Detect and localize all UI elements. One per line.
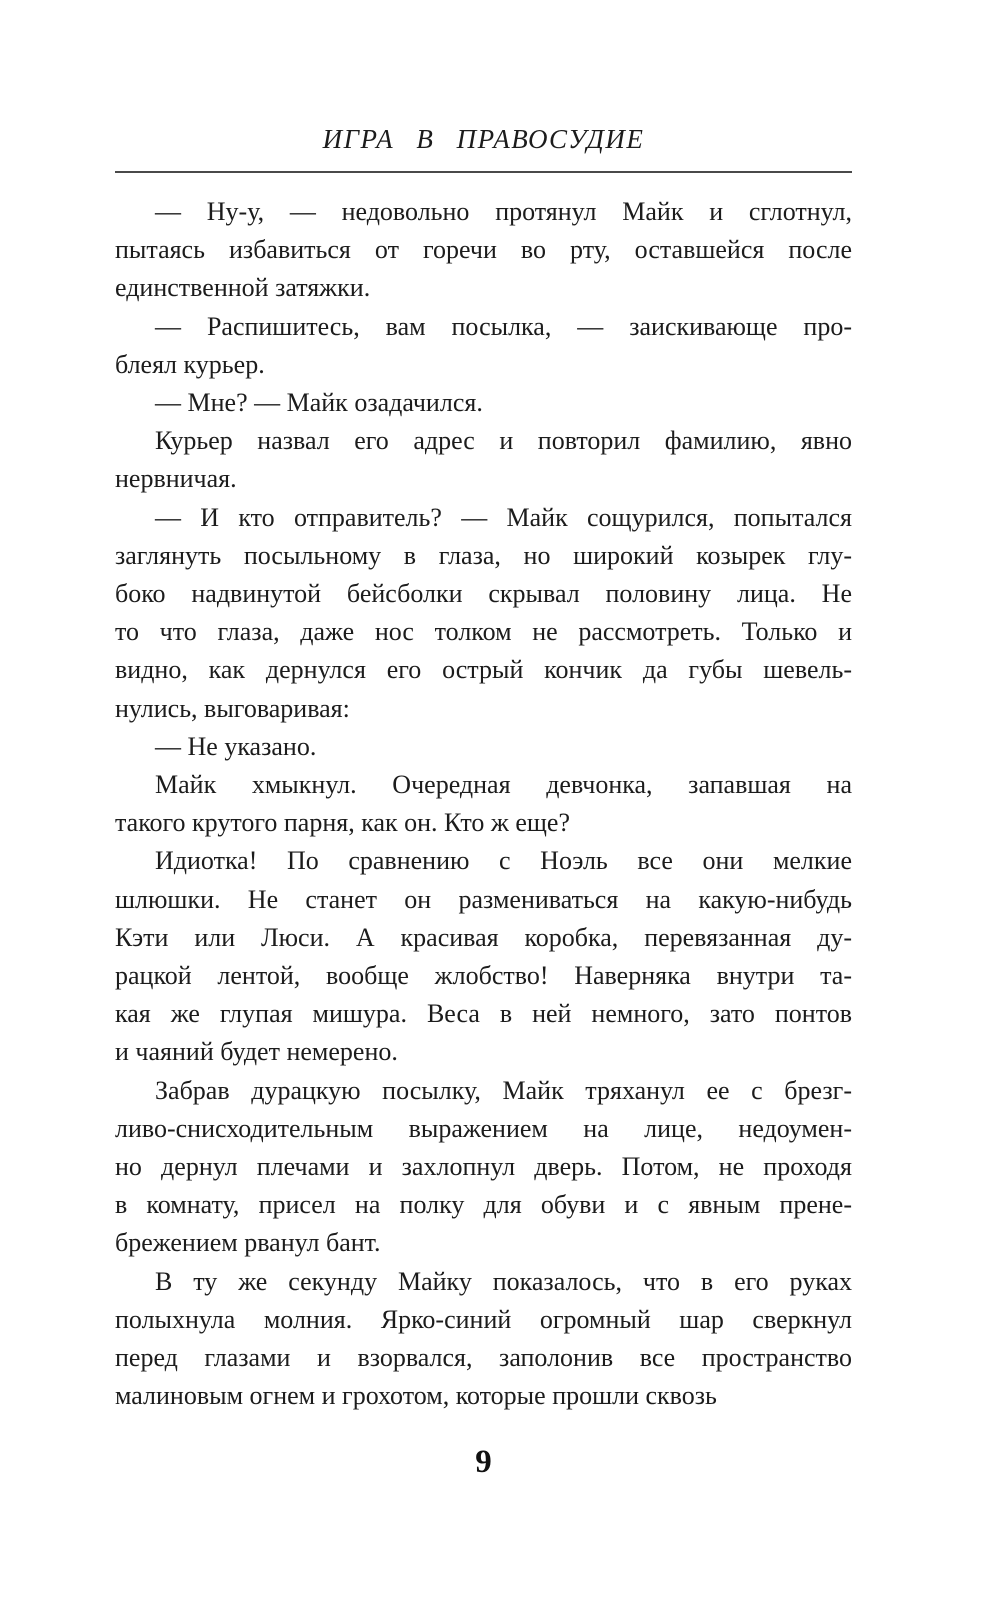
text-line: ливо-снисходительным выражением на лице, недоумен-: [115, 1113, 852, 1143]
text-line: — Мне? — Майк озадачился.: [155, 388, 483, 418]
text-block: [115, 193, 852, 1416]
header-rule-divider: [115, 171, 852, 173]
paragraph: [115, 384, 852, 422]
text-line: но дернул плечами и захлопнул дверь. Потом, не проходя: [115, 1152, 852, 1182]
running-title: ИГРА В ПРАВОСУДИЕ: [322, 124, 645, 154]
text-line: нулись, выговаривая:: [115, 693, 350, 723]
text-line: — Не указано.: [155, 731, 317, 761]
text-line: заглянуть посыльному в глаза, но широкий козырек глу-: [115, 540, 852, 570]
paragraph: [115, 728, 852, 766]
text-line: Майк хмыкнул. Очередная девчонка, запавшая на: [155, 770, 852, 800]
text-line: кая же глупая мишура. Веса в ней немного, зато понтов: [115, 999, 852, 1029]
paragraph: [115, 1072, 852, 1263]
page-number: 9: [475, 1443, 492, 1480]
text-line: Забрав дурацкую посылку, Майк тряханул ее с брезг-: [155, 1075, 852, 1105]
text-line: и чаяний будет немерено.: [115, 1037, 398, 1067]
text-line: рацкой лентой, вообще жлобство! Наверняка внутри та-: [115, 961, 852, 991]
text-line: — Распишитесь, вам посылка, — заискивающе про-: [155, 311, 852, 341]
text-line: перед глазами и взорвался, заполонив все пространство: [115, 1343, 852, 1373]
text-line: — И кто отправитель? — Майк сощурился, попытался: [155, 502, 852, 532]
text-line: В ту же секунду Майку показалось, что в его руках: [155, 1266, 852, 1296]
text-line: шлюшки. Не станет он размениваться на какую-нибудь: [115, 884, 852, 914]
text-line: блеял курьер.: [115, 349, 265, 379]
text-line: — Ну-у, — недовольно протянул Майк и сглотнул,: [155, 197, 852, 226]
text-line: боко надвинутой бейсболки скрывал половину лица. Не: [115, 579, 852, 609]
text-line: то что глаза, даже нос толком не рассмотреть. Только и: [115, 617, 852, 647]
paragraph: [115, 766, 852, 842]
paragraph: [115, 1263, 852, 1416]
paragraph: [115, 193, 852, 308]
text-line: единственной затяжки.: [115, 273, 371, 303]
text-line: Кэти или Люси. А красивая коробка, перевязанная ду-: [115, 922, 852, 952]
text-line: видно, как дернулся его острый кончик да губы шевель-: [115, 655, 852, 685]
text-line: Идиотка! По сравнению с Ноэль все они мелкие: [155, 846, 852, 876]
paragraph: [115, 842, 852, 1071]
text-line: пытаясь избавиться от горечи во рту, оставшейся после: [115, 235, 852, 265]
page-content: [115, 124, 852, 1481]
paragraph: [115, 499, 852, 728]
text-line: нервничая.: [115, 464, 237, 494]
text-line: такого крутого парня, как он. Кто ж еще?: [115, 808, 570, 838]
text-line: полыхнула молния. Ярко-синий огромный шар сверкнул: [115, 1304, 852, 1334]
text-line: Курьер назвал его адрес и повторил фамилию, явно: [155, 426, 852, 456]
text-line: брежением рванул бант.: [115, 1228, 381, 1258]
paragraph: [115, 308, 852, 384]
text-line: в комнату, присел на полку для обуви и с явным прене-: [115, 1190, 852, 1220]
text-line: малиновым огнем и грохотом, которые прошли сквозь: [115, 1381, 717, 1411]
paragraph: [115, 422, 852, 498]
